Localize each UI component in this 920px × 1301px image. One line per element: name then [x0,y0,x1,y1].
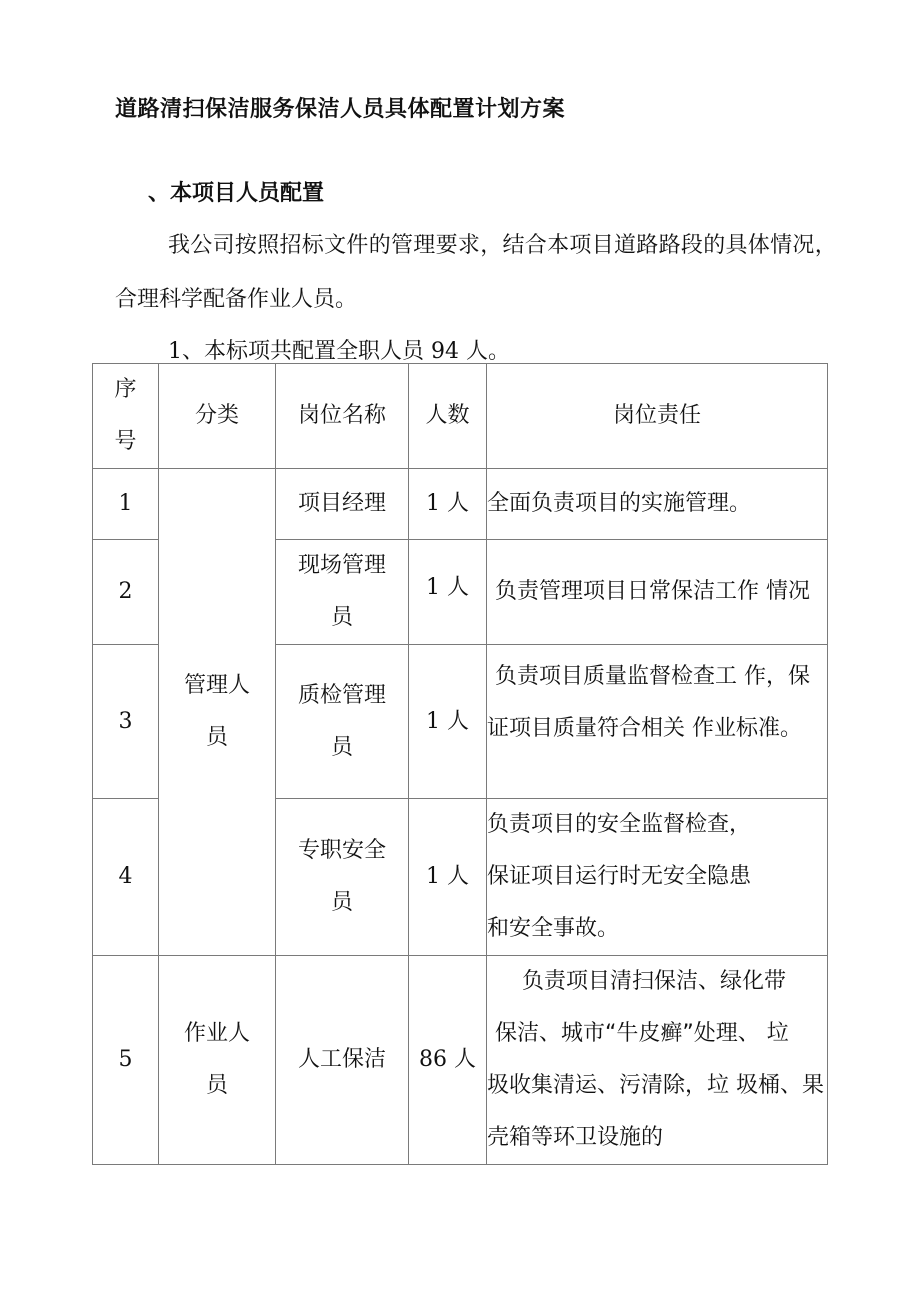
section-heading: 、本项目人员配置 [148,181,325,206]
table-intro: 1、本标项共配置全职人员 94 人。 [168,339,510,364]
header-index-line-2: 号 [114,429,137,454]
position-line-2: 员 [330,890,353,915]
position-line-1: 现场管理 [297,553,386,578]
row-index: 1 [93,469,159,540]
category-management [159,469,276,956]
header-index-line-1: 序 [114,377,137,402]
duty-line: 全面负责项目的实施管理。 [487,491,752,516]
duty-line: 圾收集清运、污清除，垃 圾桶、果 [487,1073,824,1098]
duty-line: 壳箱等环卫设施的 [487,1125,664,1150]
header-duty: 岗位责任 [487,364,828,469]
header-count: 人数 [409,364,487,469]
duty-line: 负责项目的安全监督检查， [487,812,752,837]
table-header-row [93,364,828,469]
row-count: 1 人 [409,469,487,540]
row-duty [487,469,828,540]
row-position: 人工保洁 [276,956,409,1165]
row-position [276,540,409,645]
row-index: 4 [93,799,159,956]
duty-line: 和安全事故。 [487,916,620,941]
row-duty [487,540,828,645]
header-index [93,364,159,469]
duty-line: 保洁、城市“牛皮癣”处理、 垃 [495,1021,789,1046]
row-index: 2 [93,540,159,645]
document-title: 道路清扫保洁服务保洁人员具体配置计划方案 [115,97,566,122]
row-index: 3 [93,645,159,799]
row-duty [487,956,828,1165]
position-line-2: 员 [330,605,353,630]
category-operation [159,956,276,1165]
position-line-2: 员 [330,734,353,760]
header-position: 岗位名称 [276,364,409,469]
position-line-1: 质检管理 [297,682,386,708]
header-category: 分类 [159,364,276,469]
row-duty [487,645,828,799]
duty-line: 证项目质量符合相关 作业标准。 [487,716,802,741]
category-management-line-2: 员 [205,725,228,750]
row-position: 项目经理 [276,469,409,540]
duty-line: 负责管理项目日常保洁工作 情况 [495,579,810,604]
table-row [93,956,828,1165]
intro-paragraph-line-1: 我公司按照招标文件的管理要求，结合本项目道路路段的具体情况， [168,233,838,258]
duty-line: 保证项目运行时无安全隐患 [487,864,752,889]
position-line-1: 专职安全 [297,838,386,863]
row-position [276,645,409,799]
row-index: 5 [93,956,159,1165]
row-position [276,799,409,956]
duty-line: 负责项目质量监督检查工 作，保 [495,664,810,689]
row-count: 1 人 [409,645,487,799]
row-count: 1 人 [409,540,487,645]
row-count: 1 人 [409,799,487,956]
intro-paragraph-line-2: 合理科学配备作业人员。 [115,287,358,312]
category-operation-line-1: 作业人 [183,1021,250,1046]
row-count: 86 人 [409,956,487,1165]
duty-line: 负责项目清扫保洁、绿化带 [522,969,787,994]
row-duty [487,799,828,956]
category-operation-line-2: 员 [205,1073,228,1098]
table-row [93,469,828,540]
category-management-line-1: 管理人 [183,673,250,698]
staff-allocation-table [92,363,828,1165]
